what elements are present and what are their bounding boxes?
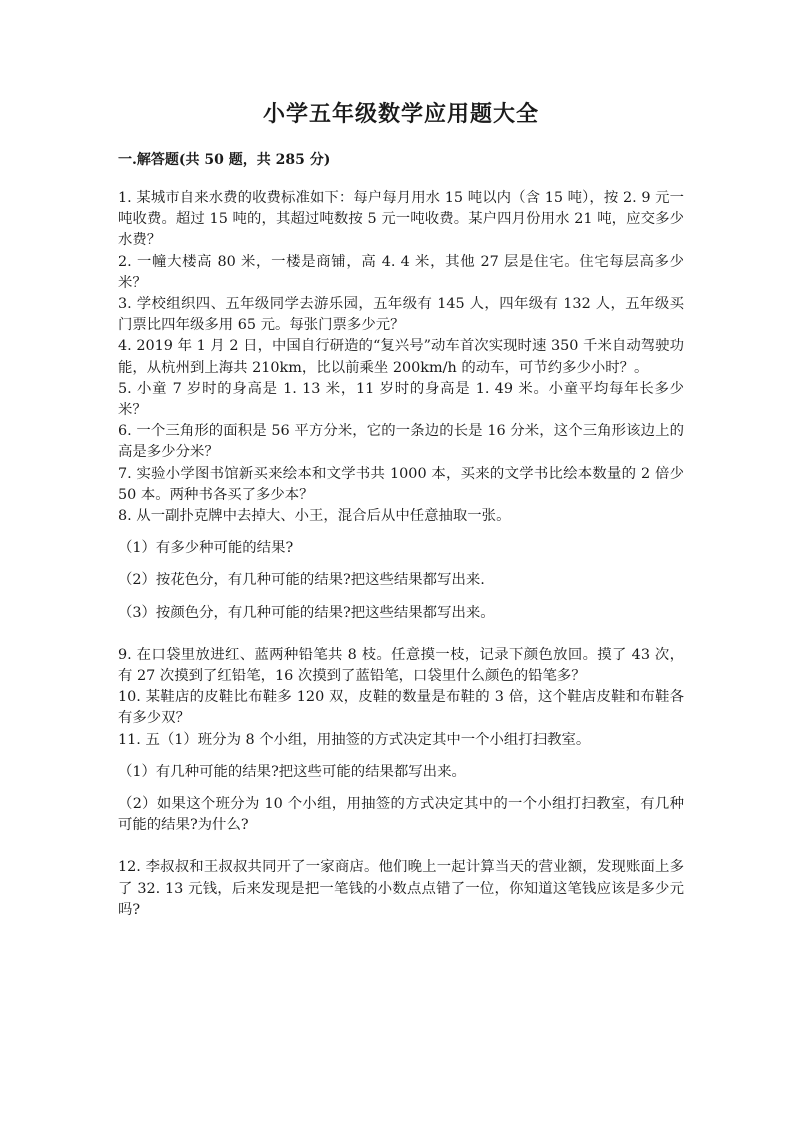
document-page bbox=[118, 0, 684, 1131]
question-8-part-1: （1）有多少种可能的结果? bbox=[118, 540, 294, 557]
question-4: 4. 2019 年 1 月 2 日，中国自行研造的“复兴号”动车首次实现时速 350 千米自动驾驶功能，从杭州到上海共 210km，比以前乘坐 200km/h 的动车，可节约多少小时？。 bbox=[118, 338, 684, 376]
question-11: 11. 五（1）班分为 8 个小组，用抽签的方式决定其中一个小组打扫教室。 bbox=[118, 731, 591, 748]
question-7: 7. 实验小学图书馆新买来绘本和文学书共 1000 本，买来的文学书比绘本数量的 2 倍少 50 本。两种书各买了多少本？ bbox=[118, 465, 684, 503]
question-list bbox=[118, 188, 684, 921]
question-8-part-3: （3）按颜色分，有几种可能的结果?把这些结果都写出来。 bbox=[118, 604, 495, 621]
question-8-part-2: （2）按花色分，有几种可能的结果?把这些结果都写出来. bbox=[118, 572, 485, 589]
section-heading: 一.解答题(共 50 题，共 285 分) bbox=[118, 152, 331, 168]
question-5: 5. 小童 7 岁时的身高是 1. 13 米，11 岁时的身高是 1. 49 米。小童平均每年长多少米？ bbox=[118, 380, 684, 419]
question-2: 2. 一幢大楼高 80 米，一楼是商铺，高 4. 4 米，其他 27 层是住宅。住宅每层高多少米？ bbox=[118, 253, 684, 291]
question-12: 12. 李叔叔和王叔叔共同开了一家商店。他们晚上一起计算当天的营业额，发现账面上多了 32. 13 元钱，后来发现是把一笔钱的小数点点错了一位，你知道这笔钱应该是多少元吗? bbox=[118, 859, 684, 918]
question-1: 1. 某城市自来水费的收费标准如下：每户每月用水 15 吨以内（含 15 吨），按 2. 9 元一吨收费。超过 15 吨的，其超过吨数按 5 元一吨收费。某户四月份用水 21 吨，应交多少水费？ bbox=[118, 190, 684, 249]
question-6: 6. 一个三角形的面积是 56 平方分米，它的一条边的长是 16 分米，这个三角形该边上的高是多少分米？ bbox=[118, 423, 684, 461]
question-9: 9. 在口袋里放进红、蓝两种铅笔共 8 枝。任意摸一枝，记录下颜色放回。摸了 43 次，有 27 次摸到了红铅笔，16 次摸到了蓝铅笔，口袋里什么颜色的铅笔多？ bbox=[118, 646, 684, 685]
question-10: 10. 某鞋店的皮鞋比布鞋多 120 双，皮鞋的数量是布鞋的 3 倍，这个鞋店皮鞋和布鞋各有多少双？ bbox=[118, 689, 684, 727]
question-8: 8. 从一副扑克牌中去掉大、小王，混合后从中任意抽取一张。 bbox=[118, 508, 511, 525]
question-11-part-2: （2）如果这个班分为 10 个小组，用抽签的方式决定其中的一个小组打扫教室，有几种可能的结果?为什么? bbox=[118, 796, 684, 834]
question-3: 3. 学校组织四、五年级同学去游乐园，五年级有 145 人，四年级有 132 人，五年级买门票比四年级多用 65 元。每张门票多少元？ bbox=[118, 296, 684, 334]
question-11-part-1: （1）有几种可能的结果?把这些可能的结果都写出来。 bbox=[118, 763, 466, 780]
page-title: 小学五年级数学应用题大全 bbox=[262, 101, 539, 127]
